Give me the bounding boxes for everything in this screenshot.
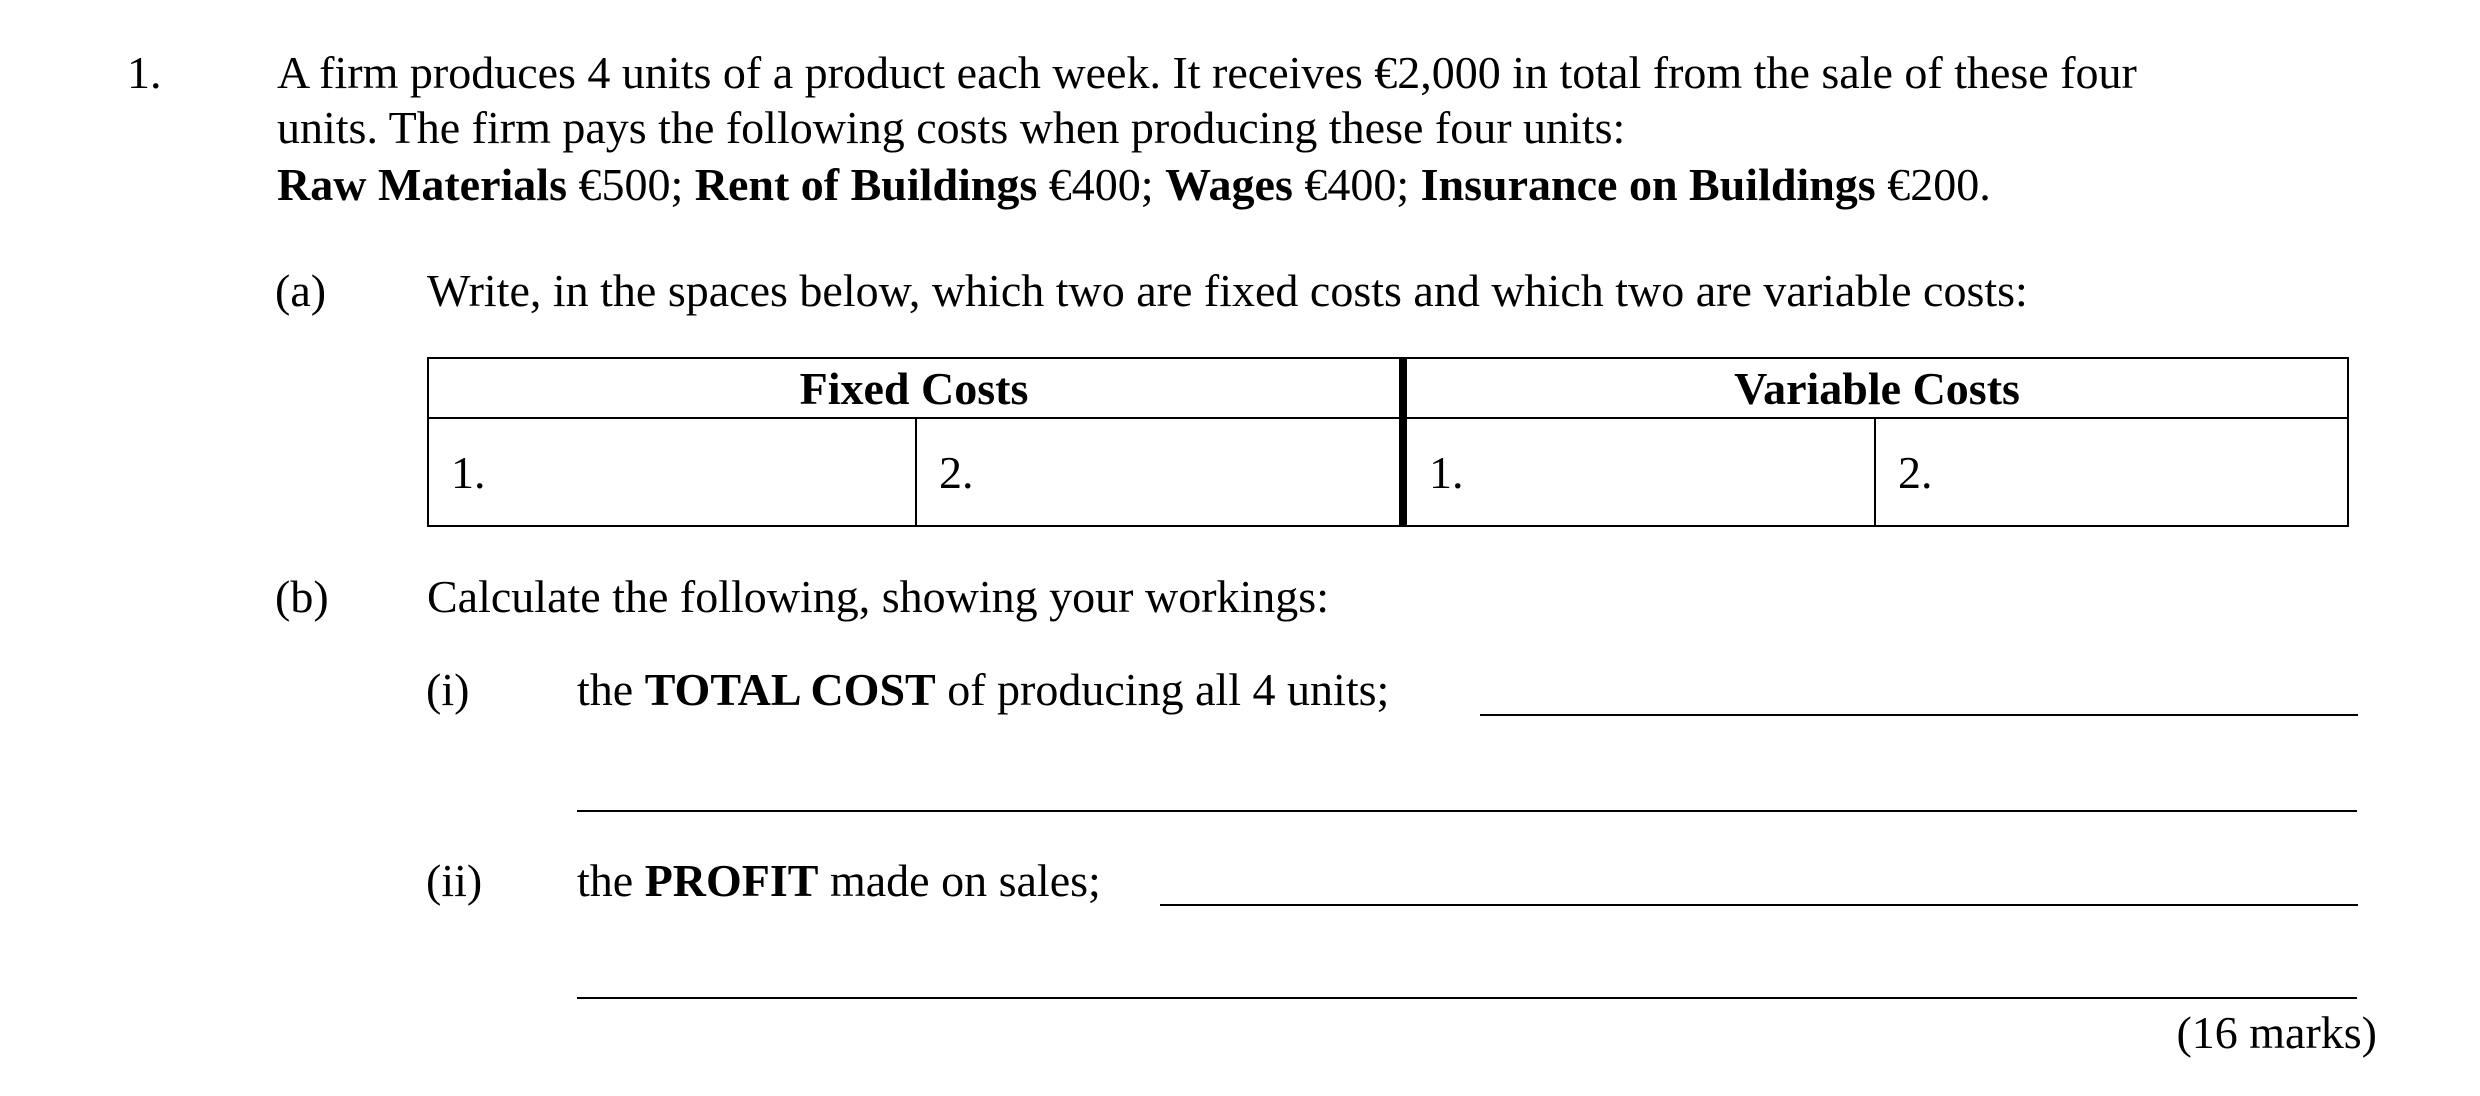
part-b-marker: (b) xyxy=(275,571,329,622)
part-b-i-prefix: the xyxy=(577,664,634,715)
table-answer-row xyxy=(428,418,2348,526)
table-header-row xyxy=(428,358,2348,418)
variable-cost-cell-2[interactable]: 2. xyxy=(1875,418,2348,526)
variable-cost-cell-1[interactable]: 1. xyxy=(1403,418,1875,526)
part-b-instruction: Calculate the following, showing your workings: xyxy=(427,571,1329,622)
cost-value-wages: €400; xyxy=(1304,159,1410,210)
part-b-i-text xyxy=(577,664,1390,715)
question-stem-line-2: units. The firm pays the following costs when producing these four units: xyxy=(277,102,1626,153)
cost-label-raw-materials: Raw Materials xyxy=(277,159,567,210)
cost-value-rent: €400; xyxy=(1048,159,1154,210)
cost-classification-table xyxy=(427,357,2349,527)
fixed-costs-header: Fixed Costs xyxy=(428,358,1403,418)
fixed-cost-cell-1[interactable]: 1. xyxy=(428,418,916,526)
answer-line-profit-1[interactable] xyxy=(1160,904,2358,906)
question-stem-line-1: A firm produces 4 units of a product each week. It receives €2,000 in total from the sale of these four xyxy=(277,47,2137,98)
part-b-i-marker: (i) xyxy=(426,664,470,715)
part-a-instruction: Write, in the spaces below, which two are fixed costs and which two are variable costs: xyxy=(427,265,2028,316)
part-b-ii-text xyxy=(577,855,1101,906)
cost-label-rent: Rent of Buildings xyxy=(694,159,1038,210)
part-b-i-suffix: of producing all 4 units; xyxy=(947,664,1390,715)
cost-label-insurance: Insurance on Buildings xyxy=(1420,159,1876,210)
fixed-cost-cell-2[interactable]: 2. xyxy=(916,418,1403,526)
question-number: 1. xyxy=(127,47,162,98)
answer-line-total-cost-1[interactable] xyxy=(1480,714,2358,716)
variable-costs-header: Variable Costs xyxy=(1403,358,2348,418)
cost-label-wages: Wages xyxy=(1165,159,1293,210)
part-b-ii-marker: (ii) xyxy=(426,855,483,906)
total-cost-term: TOTAL COST xyxy=(644,664,936,715)
profit-term: PROFIT xyxy=(644,855,819,906)
cost-list xyxy=(277,159,1991,210)
part-b-ii-suffix: made on sales; xyxy=(829,855,1101,906)
answer-line-total-cost-2[interactable] xyxy=(577,810,2357,812)
marks-total: (16 marks) xyxy=(2176,1007,2377,1058)
part-b-ii-prefix: the xyxy=(577,855,634,906)
answer-line-profit-2[interactable] xyxy=(577,997,2357,999)
cost-value-insurance: €200. xyxy=(1887,159,1991,210)
cost-value-raw-materials: €500; xyxy=(578,159,684,210)
part-a-marker: (a) xyxy=(275,265,327,316)
